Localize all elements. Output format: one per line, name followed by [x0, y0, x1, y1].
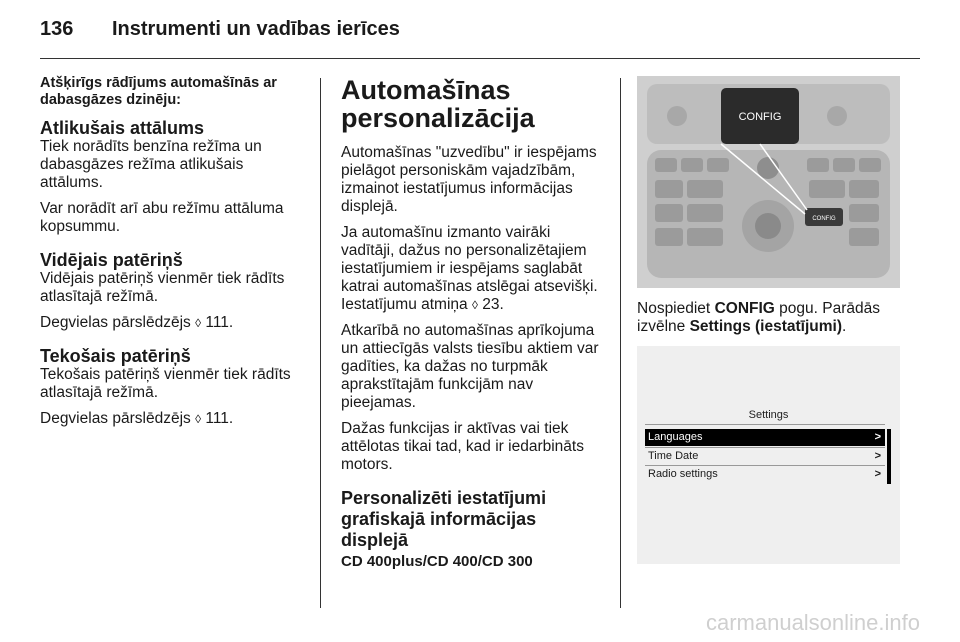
- page-number: 136: [40, 18, 74, 40]
- chevron-right-icon: >: [874, 431, 881, 443]
- section-heading: Vidējais patēriņš: [40, 250, 183, 270]
- sub-heading: Personalizēti iestatījumi grafiskajā informācijas displejā: [341, 488, 547, 550]
- settings-emphasis: Settings (iestatījumi): [689, 318, 842, 335]
- config-emphasis: CONFIG: [714, 300, 775, 317]
- paragraph: Tekošais patēriņš vienmēr tiek rādīts atlasītajā režīmā.: [40, 366, 291, 401]
- column-middle: [341, 76, 606, 579]
- section-remaining-range: [40, 118, 305, 236]
- column-right: [637, 76, 900, 564]
- page-ref[interactable]: 23.: [482, 296, 504, 313]
- page-header: [40, 18, 400, 41]
- paragraph-ref: Ja automašīnu izmanto vairāki vadītāji, dažus no personalizētajiem iestatījumiem ir iespējams saglabāt katrai automašīnas atslēgai atsevišķi. Iestatījumu atmiņa ◊ 23.: [341, 224, 598, 313]
- paragraph-ref: Degvielas pārslēdzējs ◊ 111.: [40, 410, 234, 427]
- paragraph: Dažas funkcijas ir aktīvas vai tiek attēlotas tikai tad, kad ir iedarbināts motors.: [341, 420, 584, 473]
- config-closeup-label: CONFIG: [738, 111, 782, 123]
- chapter-heading: Automašīnas personalizācija: [341, 75, 535, 133]
- page-ref[interactable]: 111.: [205, 314, 234, 331]
- section-heading: Atlikušais attālums: [40, 118, 205, 138]
- divider: [645, 424, 885, 425]
- scrollbar[interactable]: [887, 429, 891, 484]
- paragraph: Atkarībā no automašīnas aprīkojuma un attiecīgās valsts tiesību aktiem var gadīties, ka dažas no turpmāk aprakstītajām funkcijām nav pieejamas.: [341, 322, 599, 411]
- paragraph: Var norādīt arī abu režīmu attāluma kopsummu.: [40, 200, 284, 235]
- watermark: carmanualsonline.info: [705, 610, 920, 635]
- chevron-right-icon: >: [874, 468, 881, 480]
- page-ref[interactable]: 111.: [205, 410, 234, 427]
- column-left: [40, 75, 305, 442]
- header-rule: [40, 58, 920, 59]
- menu-item-time-date[interactable]: Time Date >: [645, 448, 885, 465]
- column-divider: [620, 78, 621, 608]
- section-current-consumption: [40, 346, 305, 428]
- page-header-title: Instrumenti un vadības ierīces: [112, 18, 400, 40]
- instruction-paragraph: Nospiediet CONFIG pogu. Parādās izvēlne Settings (iestatījumi).: [637, 300, 880, 335]
- screen-title: Settings: [748, 409, 789, 421]
- paragraph-ref: Degvielas pārslēdzējs ◊ 111.: [40, 314, 234, 331]
- console-photo: [637, 76, 900, 288]
- display-screenshot: [637, 346, 900, 564]
- paragraph: Tiek norādīts benzīna režīma un dabasgāzes režīma atlikušais attālums.: [40, 138, 262, 191]
- section-average-consumption: [40, 250, 305, 332]
- column-divider: [320, 78, 321, 608]
- paragraph: Automašīnas "uzvedību" ir iespējams pielāgot personiskām vajadzībām, izmainot iestatījumus informācijas displejā.: [341, 144, 597, 215]
- section-heading: Tekošais patēriņš: [40, 346, 191, 366]
- ref-arrow-icon: ◊: [195, 316, 202, 330]
- config-button-label: CONFIG: [812, 216, 836, 222]
- sub-heading-models: CD 400plus/CD 400/CD 300: [341, 553, 533, 570]
- chevron-right-icon: >: [874, 450, 881, 462]
- ref-arrow-icon: ◊: [195, 412, 202, 426]
- cng-heading: Atšķirīgs rādījums automašīnās ar dabasgāzes dzinēju:: [40, 75, 277, 108]
- menu-item-radio-settings[interactable]: Radio settings >: [645, 466, 885, 483]
- console-illustration: [637, 76, 900, 288]
- paragraph: Vidējais patēriņš vienmēr tiek rādīts atlasītajā režīmā.: [40, 270, 285, 305]
- menu-item-languages[interactable]: Languages >: [645, 429, 885, 446]
- ref-arrow-icon: ◊: [471, 298, 478, 312]
